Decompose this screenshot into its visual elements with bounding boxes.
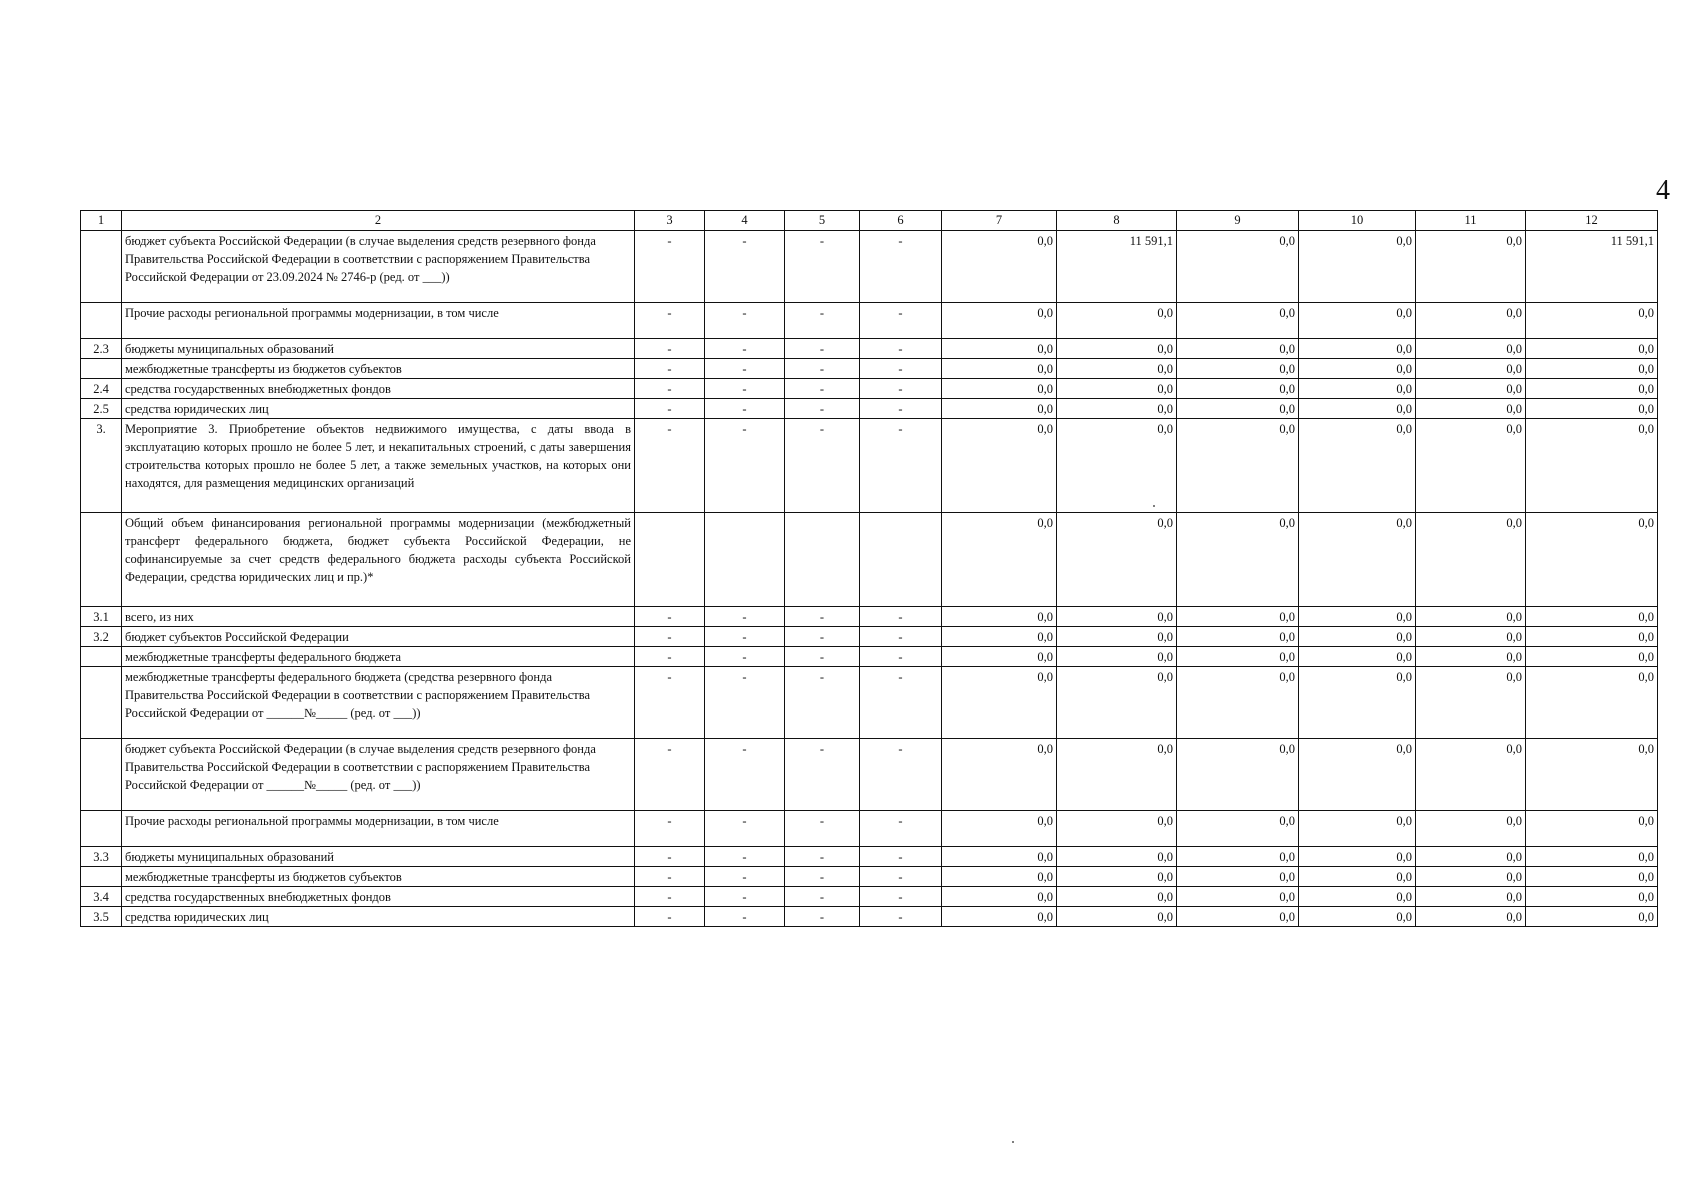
- amount-cell: 0,0: [942, 811, 1057, 847]
- indicator-cell: -: [860, 399, 942, 419]
- amount-cell: 0,0: [1526, 339, 1658, 359]
- indicator-cell: -: [785, 607, 860, 627]
- description-cell: межбюджетные трансферты из бюджетов субъектов: [122, 867, 635, 887]
- indicator-cell: -: [705, 627, 785, 647]
- description-cell: бюджет субъектов Российской Федерации: [122, 627, 635, 647]
- row-number-cell: [81, 231, 122, 303]
- amount-cell: 0,0: [1416, 303, 1526, 339]
- indicator-cell: -: [860, 231, 942, 303]
- column-header: 11: [1416, 211, 1526, 231]
- indicator-cell: -: [860, 607, 942, 627]
- table-row: [81, 359, 1658, 379]
- amount-cell: 0,0: [1416, 739, 1526, 811]
- amount-cell: 0,0: [1299, 667, 1416, 739]
- indicator-cell: -: [860, 811, 942, 847]
- description-cell: средства юридических лиц: [122, 399, 635, 419]
- indicator-cell: -: [705, 739, 785, 811]
- amount-cell: 0,0: [942, 607, 1057, 627]
- amount-cell: 0,0: [1416, 399, 1526, 419]
- indicator-cell: -: [635, 847, 705, 867]
- table-row: [81, 339, 1658, 359]
- amount-cell: 0,0: [1526, 647, 1658, 667]
- indicator-cell: -: [860, 847, 942, 867]
- indicator-cell: -: [785, 303, 860, 339]
- indicator-cell: -: [785, 867, 860, 887]
- amount-cell: 0,0: [1057, 399, 1177, 419]
- amount-cell: 0,0: [1299, 339, 1416, 359]
- indicator-cell: -: [785, 419, 860, 513]
- amount-cell: 0,0: [1057, 811, 1177, 847]
- amount-cell: 0,0: [1057, 419, 1177, 513]
- amount-cell: 0,0: [1177, 399, 1299, 419]
- amount-cell: 0,0: [1057, 867, 1177, 887]
- amount-cell: 0,0: [1526, 359, 1658, 379]
- indicator-cell: -: [635, 907, 705, 927]
- amount-cell: 0,0: [1299, 399, 1416, 419]
- indicator-cell: -: [860, 667, 942, 739]
- amount-cell: 0,0: [942, 667, 1057, 739]
- indicator-cell: -: [705, 359, 785, 379]
- column-header: 3: [635, 211, 705, 231]
- table-row: [81, 887, 1658, 907]
- table-row: [81, 867, 1658, 887]
- table-row: [81, 303, 1658, 339]
- amount-cell: 0,0: [1177, 419, 1299, 513]
- page-number: 4: [1656, 175, 1670, 206]
- table-row: [81, 667, 1658, 739]
- description-cell: бюджеты муниципальных образований: [122, 339, 635, 359]
- description-cell: средства государственных внебюджетных фондов: [122, 379, 635, 399]
- row-number-cell: [81, 359, 122, 379]
- amount-cell: 0,0: [1416, 647, 1526, 667]
- description-cell: Прочие расходы региональной программы модернизации, в том числе: [122, 303, 635, 339]
- table-row: [81, 399, 1658, 419]
- indicator-cell: -: [860, 339, 942, 359]
- indicator-cell: -: [705, 667, 785, 739]
- amount-cell: 0,0: [1526, 627, 1658, 647]
- indicator-cell: -: [635, 303, 705, 339]
- amount-cell: 0,0: [1177, 887, 1299, 907]
- column-header: 12: [1526, 211, 1658, 231]
- amount-cell: 0,0: [1416, 359, 1526, 379]
- indicator-cell: -: [705, 399, 785, 419]
- amount-cell: 0,0: [1057, 647, 1177, 667]
- amount-cell: 0,0: [1057, 303, 1177, 339]
- amount-cell: 0,0: [1416, 513, 1526, 607]
- amount-cell: 0,0: [1177, 231, 1299, 303]
- amount-cell: 0,0: [1299, 359, 1416, 379]
- funding-table: [80, 210, 1658, 927]
- indicator-cell: -: [705, 303, 785, 339]
- amount-cell: 0,0: [1299, 607, 1416, 627]
- scan-speck: [1012, 1141, 1014, 1143]
- row-number-cell: [81, 667, 122, 739]
- amount-cell: 0,0: [1177, 647, 1299, 667]
- amount-cell: 0,0: [1416, 627, 1526, 647]
- amount-cell: 0,0: [942, 513, 1057, 607]
- indicator-cell: -: [705, 379, 785, 399]
- indicator-cell: -: [860, 887, 942, 907]
- indicator-cell: -: [635, 627, 705, 647]
- amount-cell: 0,0: [1299, 627, 1416, 647]
- indicator-cell: -: [860, 739, 942, 811]
- amount-cell: 0,0: [1416, 907, 1526, 927]
- amount-cell: 0,0: [1526, 513, 1658, 607]
- amount-cell: 0,0: [1177, 847, 1299, 867]
- amount-cell: 0,0: [1416, 667, 1526, 739]
- table-row: [81, 231, 1658, 303]
- table-row: [81, 847, 1658, 867]
- indicator-cell: -: [635, 739, 705, 811]
- indicator-cell: -: [785, 379, 860, 399]
- indicator-cell: [860, 513, 942, 607]
- amount-cell: 0,0: [1526, 379, 1658, 399]
- amount-cell: 0,0: [1416, 887, 1526, 907]
- indicator-cell: -: [860, 359, 942, 379]
- row-number-cell: 3.5: [81, 907, 122, 927]
- indicator-cell: [635, 513, 705, 607]
- amount-cell: 0,0: [1177, 907, 1299, 927]
- amount-cell: 0,0: [1416, 419, 1526, 513]
- row-number-cell: 3.2: [81, 627, 122, 647]
- indicator-cell: -: [785, 907, 860, 927]
- indicator-cell: -: [860, 907, 942, 927]
- indicator-cell: -: [705, 419, 785, 513]
- indicator-cell: -: [785, 399, 860, 419]
- amount-cell: 0,0: [1526, 667, 1658, 739]
- table-body: [81, 231, 1658, 927]
- description-cell: всего, из них: [122, 607, 635, 627]
- table-row: [81, 811, 1658, 847]
- amount-cell: 0,0: [1416, 811, 1526, 847]
- column-header: 5: [785, 211, 860, 231]
- row-number-cell: [81, 303, 122, 339]
- indicator-cell: -: [705, 867, 785, 887]
- table-row: [81, 379, 1658, 399]
- amount-cell: 0,0: [1057, 513, 1177, 607]
- row-number-cell: 3.: [81, 419, 122, 513]
- amount-cell: 11 591,1: [1057, 231, 1177, 303]
- column-header: 7: [942, 211, 1057, 231]
- amount-cell: 0,0: [1526, 907, 1658, 927]
- description-cell: межбюджетные трансферты федерального бюджета (средства резервного фонда Правительства Российской Федерации в соответствии с распоряжением Правительства Российской Федерации от ______№_____ (ред. от ___)): [122, 667, 635, 739]
- indicator-cell: -: [705, 607, 785, 627]
- row-number-cell: [81, 867, 122, 887]
- column-header: 10: [1299, 211, 1416, 231]
- indicator-cell: -: [785, 739, 860, 811]
- amount-cell: 0,0: [942, 339, 1057, 359]
- column-header: 9: [1177, 211, 1299, 231]
- amount-cell: 0,0: [1299, 379, 1416, 399]
- amount-cell: 0,0: [1057, 667, 1177, 739]
- amount-cell: 0,0: [942, 419, 1057, 513]
- indicator-cell: -: [635, 867, 705, 887]
- description-cell: Мероприятие 3. Приобретение объектов недвижимого имущества, с даты ввода в эксплуатацию которых прошло не более 5 лет, и некапитальных строений, с даты завершения строительства которых прошло не более 5 лет, а также земельных участков, на которых они находятся, для размещения медицинских организаций: [122, 419, 635, 513]
- column-header: 6: [860, 211, 942, 231]
- row-number-cell: 3.1: [81, 607, 122, 627]
- amount-cell: 11 591,1: [1526, 231, 1658, 303]
- indicator-cell: -: [785, 847, 860, 867]
- column-header: 8: [1057, 211, 1177, 231]
- amount-cell: 0,0: [1177, 811, 1299, 847]
- amount-cell: 0,0: [942, 399, 1057, 419]
- amount-cell: 0,0: [1177, 303, 1299, 339]
- amount-cell: 0,0: [1299, 303, 1416, 339]
- table-row: [81, 419, 1658, 513]
- row-number-cell: 2.3: [81, 339, 122, 359]
- indicator-cell: [705, 513, 785, 607]
- amount-cell: 0,0: [942, 379, 1057, 399]
- amount-cell: 0,0: [1526, 811, 1658, 847]
- description-cell: межбюджетные трансферты из бюджетов субъектов: [122, 359, 635, 379]
- indicator-cell: -: [785, 811, 860, 847]
- indicator-cell: -: [635, 379, 705, 399]
- indicator-cell: -: [635, 419, 705, 513]
- amount-cell: 0,0: [1057, 339, 1177, 359]
- indicator-cell: -: [785, 359, 860, 379]
- amount-cell: 0,0: [1177, 667, 1299, 739]
- table-row: [81, 647, 1658, 667]
- amount-cell: 0,0: [1299, 513, 1416, 607]
- indicator-cell: -: [635, 339, 705, 359]
- indicator-cell: -: [705, 907, 785, 927]
- amount-cell: 0,0: [1057, 739, 1177, 811]
- row-number-cell: 2.4: [81, 379, 122, 399]
- amount-cell: 0,0: [1057, 379, 1177, 399]
- indicator-cell: -: [860, 647, 942, 667]
- description-cell: бюджеты муниципальных образований: [122, 847, 635, 867]
- amount-cell: 0,0: [942, 647, 1057, 667]
- indicator-cell: -: [635, 399, 705, 419]
- indicator-cell: -: [705, 339, 785, 359]
- indicator-cell: -: [860, 303, 942, 339]
- amount-cell: 0,0: [1057, 887, 1177, 907]
- amount-cell: 0,0: [1416, 607, 1526, 627]
- indicator-cell: -: [635, 667, 705, 739]
- amount-cell: 0,0: [1057, 907, 1177, 927]
- table-row: [81, 627, 1658, 647]
- amount-cell: 0,0: [1057, 847, 1177, 867]
- indicator-cell: -: [635, 647, 705, 667]
- amount-cell: 0,0: [942, 231, 1057, 303]
- indicator-cell: -: [785, 887, 860, 907]
- description-cell: бюджет субъекта Российской Федерации (в случае выделения средств резервного фонда Правительства Российской Федерации в соответствии с распоряжением Правительства Российской Федерации от ______№_____ (ред. от ___)): [122, 739, 635, 811]
- amount-cell: 0,0: [942, 867, 1057, 887]
- amount-cell: 0,0: [1526, 867, 1658, 887]
- amount-cell: 0,0: [1299, 847, 1416, 867]
- row-number-cell: 3.4: [81, 887, 122, 907]
- amount-cell: 0,0: [1177, 867, 1299, 887]
- indicator-cell: -: [705, 847, 785, 867]
- amount-cell: 0,0: [1526, 419, 1658, 513]
- amount-cell: 0,0: [942, 739, 1057, 811]
- amount-cell: 0,0: [1299, 739, 1416, 811]
- column-header: 1: [81, 211, 122, 231]
- amount-cell: 0,0: [1299, 231, 1416, 303]
- indicator-cell: -: [705, 811, 785, 847]
- description-cell: средства государственных внебюджетных фондов: [122, 887, 635, 907]
- amount-cell: 0,0: [1299, 887, 1416, 907]
- amount-cell: 0,0: [1416, 231, 1526, 303]
- row-number-cell: 2.5: [81, 399, 122, 419]
- indicator-cell: -: [785, 339, 860, 359]
- indicator-cell: -: [635, 607, 705, 627]
- amount-cell: 0,0: [1416, 867, 1526, 887]
- amount-cell: 0,0: [1057, 607, 1177, 627]
- scan-speck: [1153, 505, 1155, 507]
- amount-cell: 0,0: [1416, 339, 1526, 359]
- amount-cell: 0,0: [1177, 359, 1299, 379]
- amount-cell: 0,0: [942, 627, 1057, 647]
- indicator-cell: -: [635, 231, 705, 303]
- indicator-cell: -: [635, 811, 705, 847]
- row-number-cell: 3.3: [81, 847, 122, 867]
- indicator-cell: -: [785, 667, 860, 739]
- table-row: [81, 607, 1658, 627]
- amount-cell: 0,0: [942, 359, 1057, 379]
- amount-cell: 0,0: [1299, 647, 1416, 667]
- amount-cell: 0,0: [1526, 847, 1658, 867]
- indicator-cell: [785, 513, 860, 607]
- indicator-cell: -: [635, 359, 705, 379]
- description-cell: Общий объем финансирования региональной программы модернизации (межбюджетный трансферт федерального бюджета, бюджет субъекта Российской Федерации, не софинансируемые за счет средств федерального бюджета расходы субъекта Российской Федерации, средства юридических лиц и пр.)*: [122, 513, 635, 607]
- indicator-cell: -: [635, 887, 705, 907]
- indicator-cell: -: [785, 647, 860, 667]
- description-cell: бюджет субъекта Российской Федерации (в случае выделения средств резервного фонда Правительства Российской Федерации в соответствии с распоряжением Правительства Российской Федерации от 23.09.2024 № 2746-р (ред. от ___)): [122, 231, 635, 303]
- amount-cell: 0,0: [1177, 627, 1299, 647]
- amount-cell: 0,0: [1177, 607, 1299, 627]
- column-header: 4: [705, 211, 785, 231]
- amount-cell: 0,0: [1526, 303, 1658, 339]
- amount-cell: 0,0: [1177, 339, 1299, 359]
- amount-cell: 0,0: [1526, 399, 1658, 419]
- amount-cell: 0,0: [1526, 607, 1658, 627]
- indicator-cell: -: [860, 627, 942, 647]
- amount-cell: 0,0: [1177, 379, 1299, 399]
- amount-cell: 0,0: [1177, 513, 1299, 607]
- indicator-cell: -: [705, 231, 785, 303]
- amount-cell: 0,0: [1526, 887, 1658, 907]
- description-cell: межбюджетные трансферты федерального бюджета: [122, 647, 635, 667]
- table-row: [81, 513, 1658, 607]
- amount-cell: 0,0: [1526, 739, 1658, 811]
- indicator-cell: -: [860, 419, 942, 513]
- amount-cell: 0,0: [1416, 379, 1526, 399]
- indicator-cell: -: [705, 647, 785, 667]
- indicator-cell: -: [785, 627, 860, 647]
- amount-cell: 0,0: [1299, 867, 1416, 887]
- amount-cell: 0,0: [1299, 419, 1416, 513]
- amount-cell: 0,0: [942, 907, 1057, 927]
- amount-cell: 0,0: [1299, 907, 1416, 927]
- amount-cell: 0,0: [942, 887, 1057, 907]
- table-row: [81, 907, 1658, 927]
- amount-cell: 0,0: [1057, 627, 1177, 647]
- amount-cell: 0,0: [942, 303, 1057, 339]
- indicator-cell: -: [860, 867, 942, 887]
- row-number-cell: [81, 811, 122, 847]
- table-row: [81, 739, 1658, 811]
- amount-cell: 0,0: [942, 847, 1057, 867]
- amount-cell: 0,0: [1177, 739, 1299, 811]
- amount-cell: 0,0: [1416, 847, 1526, 867]
- indicator-cell: -: [785, 231, 860, 303]
- row-number-cell: [81, 647, 122, 667]
- row-number-cell: [81, 513, 122, 607]
- table-header-row: [81, 211, 1658, 231]
- amount-cell: 0,0: [1299, 811, 1416, 847]
- indicator-cell: -: [705, 887, 785, 907]
- row-number-cell: [81, 739, 122, 811]
- column-header: 2: [122, 211, 635, 231]
- description-cell: средства юридических лиц: [122, 907, 635, 927]
- description-cell: Прочие расходы региональной программы модернизации, в том числе: [122, 811, 635, 847]
- amount-cell: 0,0: [1057, 359, 1177, 379]
- indicator-cell: -: [860, 379, 942, 399]
